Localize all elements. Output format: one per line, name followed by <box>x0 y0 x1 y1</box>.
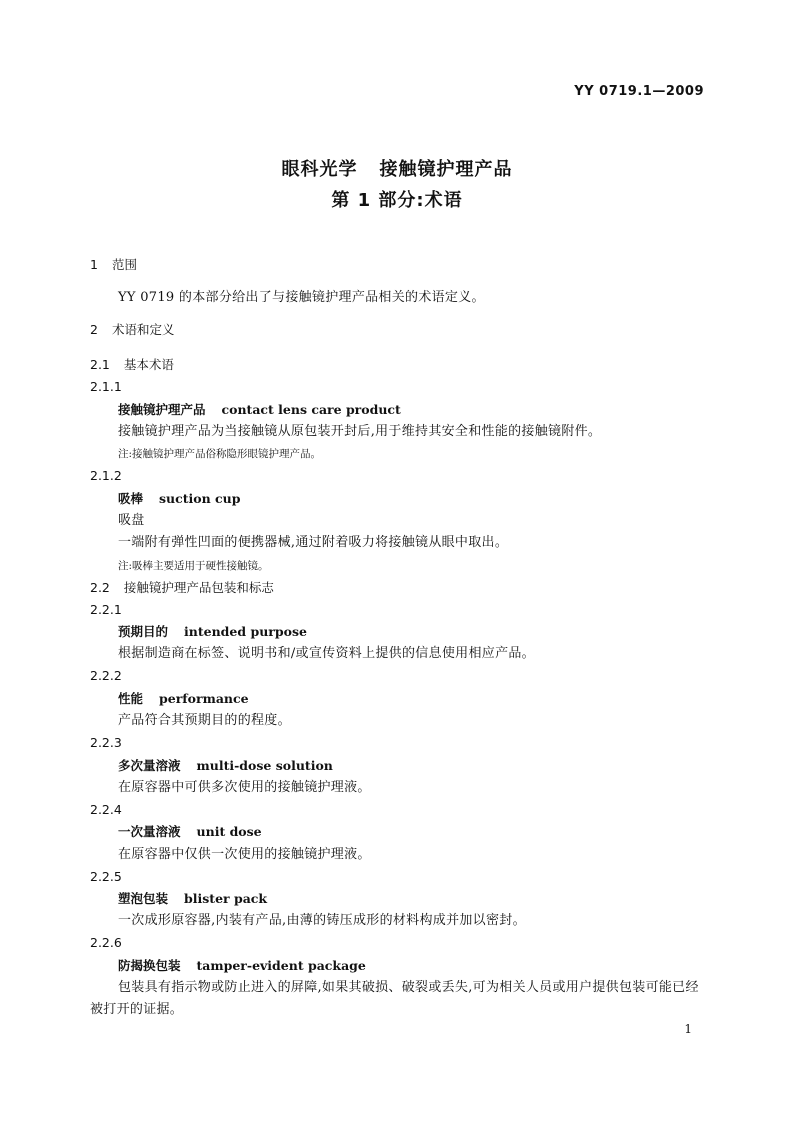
section-number: 2 <box>90 322 98 337</box>
term-zh: 防揭换包装 <box>118 958 181 973</box>
term-definition: 接触镜护理产品为当接触镜从原包装开封后,用于维持其安全和性能的接触镜附件。 <box>118 424 602 439</box>
term-en: multi-dose solution <box>196 758 333 773</box>
standard-code: YY 0719.1—2009 <box>574 84 704 99</box>
section-number: 1 <box>90 257 98 272</box>
term-zh: 性能 <box>118 691 144 706</box>
term-number: 2.2.3 <box>90 735 122 750</box>
term-number: 2.2.2 <box>90 668 122 683</box>
section-title: 术语和定义 <box>111 322 175 337</box>
term-definition: 根据制造商在标签、说明书和/或宣传资料上提供的信息使用相应产品。 <box>118 646 535 661</box>
term-definition: 一端附有弹性凹面的便携器械,通过附着吸力将接触镜从眼中取出。 <box>118 535 509 550</box>
term-note: 注:接触镜护理产品俗称隐形眼镜护理产品。 <box>118 448 322 460</box>
term-entry <box>118 822 794 842</box>
term-entry <box>118 689 794 709</box>
term-number: 2.1.1 <box>90 379 122 394</box>
term-en: tamper-evident package <box>196 958 366 973</box>
term-definition: 在原容器中仅供一次使用的接触镜护理液。 <box>118 847 371 862</box>
section-title: 范围 <box>111 257 137 272</box>
scope-text: YY 0719 的本部分给出了与接触镜护理产品相关的术语定义。 <box>118 290 485 305</box>
term-entry <box>118 400 794 420</box>
term-entry <box>118 622 794 642</box>
term-definition: 在原容器中可供多次使用的接触镜护理液。 <box>118 780 371 795</box>
term-number: 2.2.4 <box>90 802 122 817</box>
term-definition: 产品符合其预期目的的程度。 <box>118 713 291 728</box>
term-number: 2.2.6 <box>90 935 122 950</box>
term-en: unit dose <box>196 824 262 839</box>
term-zh: 吸棒 <box>118 491 144 506</box>
term-number: 2.2.1 <box>90 602 122 617</box>
term-entry <box>118 889 794 909</box>
section-heading-terms <box>90 320 794 340</box>
term-definition: 包装具有指示物或防止进入的屏障,如果其破损、破裂或丢失,可为相关人员或用户提供包装可能已经被打开的证据。 <box>90 980 699 1017</box>
term-entry <box>118 489 794 509</box>
section-number: 2.1 <box>90 357 110 372</box>
term-zh: 一次量溶液 <box>118 824 181 839</box>
term-note: 注:吸棒主要适用于硬性接触镜。 <box>118 560 269 572</box>
section-number: 2.2 <box>90 580 110 595</box>
term-definition: 一次成形原容器,内装有产品,由薄的铸压成形的材料构成并加以密封。 <box>118 913 526 928</box>
section-heading-scope <box>90 255 794 275</box>
term-zh: 接触镜护理产品 <box>118 402 206 417</box>
term-en: suction cup <box>159 491 241 506</box>
term-en: blister pack <box>184 891 268 906</box>
term-zh: 塑泡包装 <box>118 891 169 906</box>
section-title: 接触镜护理产品包装和标志 <box>123 580 274 595</box>
page-number: 1 <box>684 1022 692 1036</box>
term-en: contact lens care product <box>221 402 401 417</box>
term-zh: 多次量溶液 <box>118 758 181 773</box>
title-part2: 接触镜护理产品 <box>379 159 513 180</box>
term-number: 2.2.5 <box>90 869 122 884</box>
document-title-line2: 第 1 部分:术语 <box>331 190 463 211</box>
term-synonym: 吸盘 <box>118 513 145 528</box>
document-title-line1 <box>0 155 794 181</box>
subsection-heading-basic-terms <box>90 355 794 375</box>
term-entry <box>118 756 794 776</box>
term-number: 2.1.2 <box>90 468 122 483</box>
term-zh: 预期目的 <box>118 624 169 639</box>
title-part1: 眼科光学 <box>281 159 358 180</box>
section-title: 基本术语 <box>123 357 174 372</box>
subsection-heading-packaging <box>90 578 794 598</box>
term-en: intended purpose <box>184 624 307 639</box>
term-entry <box>118 956 794 976</box>
term-en: performance <box>159 691 249 706</box>
